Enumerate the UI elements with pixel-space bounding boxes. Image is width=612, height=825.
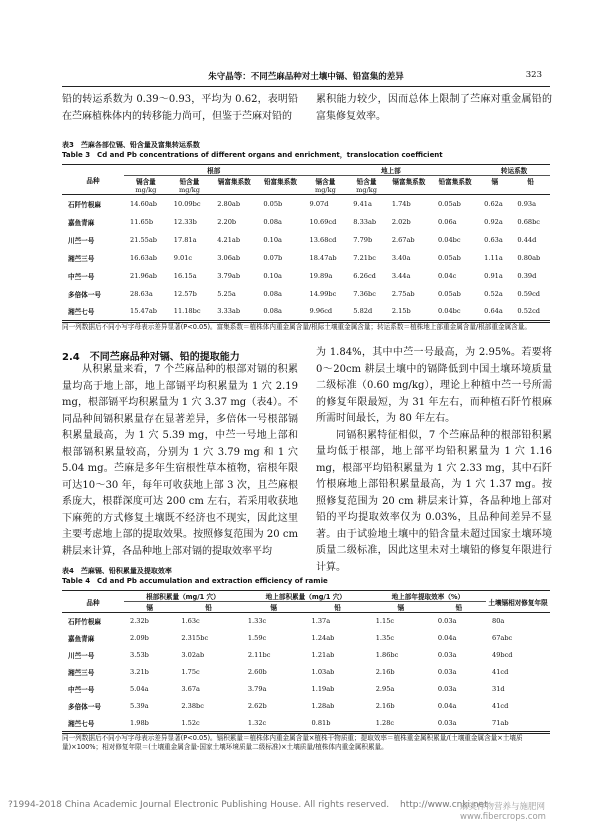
t4-value-cell: 1.52c	[181, 718, 200, 727]
t3-value-cell: 9.07d	[309, 199, 329, 208]
table4-caption-en: Table 4 Cd and Pb accumulation and extraction efficiency of ramie	[62, 577, 328, 585]
t4-variety-cell: 嘉鱼青麻	[68, 635, 95, 643]
table-row	[62, 249, 550, 267]
t3-subheader: 铅含量	[179, 178, 200, 186]
t3-value-cell: 3.79ab	[217, 271, 241, 280]
t3-unit	[478, 186, 511, 195]
t3-value-cell: 3.06ab	[217, 253, 241, 262]
t3-subheader: 铅含量	[356, 178, 377, 186]
t3-value-cell: 0.91a	[484, 271, 503, 280]
t3-variety-cell: 中苎一号	[68, 272, 95, 281]
t4-value-cell: 71ab	[492, 718, 509, 727]
t4-value-cell: 0.04a	[437, 634, 457, 642]
t4-subheader: 镉	[146, 604, 153, 612]
t4-value-cell: 1.98b	[130, 718, 149, 727]
t3-subheader: 镉含量	[135, 178, 156, 186]
t4-value-cell: 1.28c	[375, 718, 395, 727]
t4-group-root: 根部积累量（mg/1 穴）	[124, 591, 242, 602]
t4-value-cell: 2.62b	[247, 702, 267, 710]
t3-value-cell: 6.26cd	[353, 271, 376, 280]
table-row	[62, 613, 550, 630]
t4-value-cell: 41cd	[492, 668, 509, 676]
t3-unit: mg/kg	[356, 186, 378, 194]
footer-copyright: ?1994-2018 China Academic Journal Electronic Publishing House. All rights reserved.	[8, 800, 390, 810]
t3-unit	[432, 186, 478, 195]
t3-value-cell: 1.74b	[391, 199, 411, 208]
section-right-paragraph-2: 同镉积累特征相似，7 个苎麻品种的根部铅积累量均低于根部，地上部平均铅积累量为 1 穴 1.16 mg，根部平均铅积累量为 1 穴 2.33 mg，其中石阡竹根麻地上部铅积累量最高，为 1 穴 1.37 mg。按照修复范围为 20 cm 耕层来计算，各品种地上部对铅的平均提取效率仅为 0.03%，且品种间差异不显著。由于试验地土壤中的铅含量未超过国家土壤环境质量二级标准，因此这里未对土壤铅的修复年限进行计算。	[316, 429, 552, 573]
t3-value-cell: 9.96cd	[309, 307, 333, 316]
t3-value-cell: 7.21bc	[353, 253, 376, 262]
t3-value-cell: 0.08a	[263, 307, 282, 316]
t4-subheader: 镉	[397, 604, 405, 612]
t3-value-cell: 0.52cd	[517, 307, 541, 316]
t3-value-cell: 2.20b	[217, 217, 237, 226]
t3-value-cell: 3.44a	[391, 271, 411, 280]
header-rule	[62, 86, 550, 87]
t4-value-cell: 1.33c	[247, 617, 267, 626]
t4-value-cell: 0.03a	[437, 668, 457, 676]
t4-value-cell: 1.86bc	[375, 651, 399, 659]
t3-unit	[511, 186, 550, 195]
section-heading: 2.4 不同苎麻品种对镉、铅的提取能力	[62, 352, 240, 363]
t3-value-cell: 7.36bc	[353, 289, 376, 298]
table-row	[62, 303, 550, 321]
t4-value-cell: 3.53b	[130, 651, 149, 659]
table3	[62, 164, 550, 332]
table4-caption-cn: 表4 苎麻镉、铅积累量及提取效率	[62, 567, 172, 575]
t3-subheader: 铅富集系数	[263, 178, 297, 186]
t4-value-cell: 3.02ab	[181, 651, 205, 659]
t3-value-cell: 0.10a	[263, 235, 282, 244]
table-row	[62, 195, 550, 213]
t3-value-cell: 0.06a	[437, 217, 457, 226]
t4-value-cell: 1.28ab	[311, 702, 335, 710]
t3-value-cell: 0.10a	[263, 271, 282, 280]
table4	[62, 590, 550, 752]
t4-value-cell: 2.315bc	[181, 634, 209, 642]
t4-value-cell: 1.63c	[181, 617, 200, 626]
section-right-paragraph-1: 为 1.84%，其中中苎一号最高，为 2.95%。若要将 0～20cm 耕层土壤中的镉降低到中国土壤环境质量二级标准（0.60 mg/kg），理论上种植中苎一号所需的修复年限最短，为 31 年左右，而种植石阡竹根麻所需时间最长，为 80 年左右。	[316, 347, 552, 424]
t3-variety-cell: 湘苎三号	[68, 254, 95, 263]
t3-value-cell: 11.18bc	[173, 307, 201, 316]
intro-right-column: 累积能力较少，因而总体上限制了苎麻对重金属铅的富集修复效率。	[316, 94, 552, 122]
t4-value-cell: 1.59c	[247, 634, 267, 642]
t3-value-cell: 0.08a	[263, 289, 282, 298]
t4-subheader: 镉	[270, 604, 277, 612]
footer-watermark: 麻类作物营养与施肥网 www.fibercrops.com	[460, 802, 546, 822]
t3-value-cell: 0.59cd	[517, 289, 541, 298]
t3-value-cell: 2.15b	[391, 307, 411, 316]
table4-caption	[62, 566, 328, 586]
t4-subheader: 铅	[455, 604, 463, 612]
t3-value-cell: 9.41a	[353, 199, 372, 208]
t4-variety-cell: 石阡竹根麻	[68, 618, 101, 627]
t3-subheader: 铅富集系数	[438, 178, 472, 186]
t3-variety-cell: 石阡竹根麻	[68, 200, 101, 209]
t3-value-cell: 2.67ab	[391, 235, 415, 244]
t3-value-cell: 0.93a	[517, 199, 537, 208]
t3-value-cell: 14.60ab	[130, 199, 158, 208]
t3-value-cell: 7.79b	[353, 235, 373, 244]
table3-caption	[62, 140, 443, 160]
t4-value-cell: 3.21b	[130, 668, 149, 676]
t4-variety-cell: 多倍体一号	[68, 703, 101, 711]
t3-value-cell: 1.11a	[484, 253, 503, 262]
t3-group-shoot: 地上部	[304, 165, 479, 176]
t4-value-cell: 2.38bc	[181, 702, 204, 710]
t4-group-eff: 地上部年提取效率（%）	[370, 591, 486, 602]
t3-value-cell: 16.15a	[173, 271, 197, 280]
t3-subheader: 镉富集系数	[392, 178, 426, 186]
t3-group-root: 根部	[124, 165, 304, 176]
t3-value-cell: 18.47ab	[309, 253, 337, 262]
table-row	[62, 715, 550, 732]
t4-value-cell: 2.09b	[130, 634, 149, 642]
t3-variety-cell: 川苎一号	[68, 236, 95, 245]
t3-value-cell: 2.75ab	[391, 289, 415, 298]
t3-unit: mg/kg	[179, 186, 200, 194]
t3-value-cell: 0.05ab	[437, 289, 461, 298]
t3-value-cell: 0.04bc	[437, 307, 461, 316]
t3-value-cell: 21.96ab	[130, 271, 158, 280]
t4-value-cell: 80a	[492, 617, 505, 626]
t3-value-cell: 28.63a	[130, 289, 153, 298]
running-title: 朱守晶等：不同苎麻品种对土壤中镉、铅富集的差异	[208, 72, 404, 82]
table-row	[62, 698, 550, 715]
table-row	[62, 647, 550, 664]
section-left-column	[62, 362, 298, 560]
t3-value-cell: 0.07b	[263, 253, 283, 262]
t4-variety-cell: 中苎一号	[68, 686, 95, 694]
t4-col-years: 土壤镉相对修复年限	[486, 591, 550, 613]
t4-value-cell: 2.16b	[375, 702, 395, 710]
t4-col-variety: 品种	[62, 591, 124, 613]
t3-col-variety: 品种	[62, 165, 124, 195]
table4-note: 同一列数据后不同小写字母表示差异显著(P<0.05)。镉积累量＝植株体内重金属含量×植株干物质重；提取效率＝植株重金属积累量/(土壤重金属含量×土壤质量)×100%；相对修复年限＝(土壤重金属含量-国家土壤环境质量二级标准)×土壤质量/植株体内重金属积累量。	[62, 733, 550, 752]
t3-subheader: 镉富集系数	[217, 178, 251, 186]
t3-value-cell: 0.08a	[263, 217, 282, 226]
t4-value-cell: 41cd	[492, 702, 509, 710]
t3-variety-cell: 嘉鱼青麻	[68, 218, 95, 227]
table3-caption-en: Table 3 Cd and Pb concentrations of different organs and enrichment，translocation coefficient	[62, 151, 443, 159]
t3-unit: mg/kg	[314, 186, 336, 194]
table-row	[62, 231, 550, 249]
t4-value-cell: 1.37a	[311, 617, 331, 626]
table-row	[62, 664, 550, 681]
t3-variety-cell: 湘苎七号	[68, 308, 95, 317]
t3-value-cell: 0.04c	[437, 271, 457, 280]
t3-value-cell: 2.02b	[391, 217, 411, 226]
t4-value-cell: 1.21ab	[311, 651, 335, 659]
t3-group-trans: 转运系数	[478, 165, 550, 176]
t3-value-cell: 15.47ab	[130, 307, 158, 316]
t3-value-cell: 3.33ab	[217, 307, 241, 316]
t3-value-cell: 14.99bc	[309, 289, 337, 298]
section-left-paragraph: 从积累量来看，7 个苎麻品种的根部对镉的积累量均高于地上部，地上部镉平均积累量为 1 穴 2.19 mg，根部镉平均积累量为 1 穴 3.37 mg（表4）。不同品种间镉积累量存在显著差异，多倍体一号根部镉积累量最高，为 1 穴 5.39 mg，中苎一号地上部和根部镉积累量较高，分别为 1 穴 3.79 mg 和 1 穴 5.04 mg。苎麻是多年生宿根性草本植物，宿根年限可达10～30 年，每年可收获地上部 3 次，且苎麻根系庞大，根群深度可达 200 cm 左右，若采用收获地下麻蔸的方式修复土壤既不经济也不现实，因此这里主要考虑地上部的提取效果。按照修复范围为 20 cm 耕层来计算，各品种地上部对镉的提取效率平均	[62, 364, 298, 557]
t4-value-cell: 5.04a	[130, 685, 149, 693]
footer-url[interactable]: http://www.cnki.net	[400, 800, 488, 810]
t4-value-cell: 3.67a	[181, 685, 200, 693]
t3-unit	[386, 186, 432, 195]
t3-value-cell: 8.33ab	[353, 217, 377, 226]
t4-value-cell: 1.19ab	[311, 685, 335, 693]
t3-value-cell: 0.39d	[517, 271, 537, 280]
t4-value-cell: 1.35c	[375, 634, 395, 642]
table-row	[62, 630, 550, 647]
t3-value-cell: 5.82d	[353, 307, 373, 316]
t4-value-cell: 1.03ab	[311, 668, 335, 676]
t3-value-cell: 0.05ab	[437, 199, 461, 208]
t3-value-cell: 0.63a	[484, 235, 503, 244]
t3-value-cell: 0.62a	[484, 199, 503, 208]
t3-value-cell: 12.57b	[173, 289, 197, 298]
t3-value-cell: 0.92a	[484, 217, 503, 226]
t4-value-cell: 0.04a	[437, 702, 457, 710]
t4-variety-cell: 川苎一号	[68, 652, 95, 660]
t3-value-cell: 0.68bc	[517, 217, 541, 226]
t3-value-cell: 3.40a	[391, 253, 411, 262]
t4-value-cell: 2.60b	[247, 668, 267, 676]
intro-left-column: 铅的转运系数为 0.39～0.93，平均为 0.62，表明铅在苎麻植株体内的转移能力尚可，但鉴于苎麻对铅的	[62, 94, 298, 122]
t3-value-cell: 12.33b	[173, 217, 197, 226]
t3-value-cell: 0.05ab	[437, 253, 461, 262]
table-row	[62, 681, 550, 698]
t4-value-cell: 2.32b	[130, 617, 149, 626]
t4-subheader: 铅	[334, 604, 341, 612]
t3-value-cell: 17.81a	[173, 235, 197, 244]
table-row	[62, 267, 550, 285]
t4-value-cell: 0.03a	[437, 718, 457, 727]
t4-value-cell: 0.03a	[437, 617, 457, 626]
t3-variety-cell: 多倍体一号	[68, 290, 101, 299]
t3-value-cell: 16.63ab	[130, 253, 158, 262]
t3-value-cell: 2.80ab	[217, 199, 241, 208]
t4-value-cell: 3.79a	[247, 685, 267, 693]
t3-value-cell: 10.69cd	[309, 217, 337, 226]
t3-value-cell: 11.65b	[130, 217, 154, 226]
t4-value-cell: 2.95a	[375, 685, 395, 693]
t3-unit	[211, 186, 257, 195]
t3-unit: mg/kg	[135, 186, 157, 194]
t3-value-cell: 0.44d	[517, 235, 537, 244]
t3-value-cell: 9.01c	[173, 253, 193, 262]
t3-value-cell: 4.21ab	[217, 235, 241, 244]
t3-subheader: 铅	[527, 178, 534, 186]
t4-value-cell: 0.03a	[437, 651, 457, 659]
t3-value-cell: 0.64a	[484, 307, 503, 316]
t4-value-cell: 2.11bc	[247, 651, 271, 659]
table-row	[62, 285, 550, 303]
page-number: 323	[525, 70, 542, 80]
t4-value-cell: 0.03a	[437, 685, 457, 693]
t3-value-cell: 13.68cd	[309, 235, 337, 244]
table3-caption-cn: 表3 苎麻各部位镉、铅含量及富集转运系数	[62, 141, 200, 149]
t3-subheader: 镉含量	[315, 178, 336, 186]
t4-group-shoot: 地上部积累量（mg/1 穴）	[242, 591, 370, 602]
t3-value-cell: 0.05b	[263, 199, 283, 208]
t3-value-cell: 21.55ab	[130, 235, 158, 244]
table-row	[62, 213, 550, 231]
t4-value-cell: 1.32c	[247, 718, 267, 727]
table3-note: 同一列数据后不同小写字母表示差异显著(P<0.05)。富集系数＝植株体内重金属含量/根际土壤重金属含量；转运系数＝植株地上部重金属含量/根部重金属含量。	[62, 322, 550, 332]
t3-value-cell: 0.80ab	[517, 253, 541, 262]
t3-unit	[257, 186, 303, 195]
t4-variety-cell: 湘苎三号	[68, 669, 95, 677]
t3-value-cell: 19.89a	[309, 271, 333, 280]
t4-value-cell: 1.15c	[375, 617, 395, 626]
t4-variety-cell: 湘苎七号	[68, 719, 95, 728]
t3-value-cell: 0.04bc	[437, 235, 461, 244]
t4-value-cell: 67abc	[492, 634, 513, 642]
t3-subheader: 镉	[491, 178, 499, 186]
t4-value-cell: 31d	[492, 685, 505, 693]
t3-value-cell: 0.52a	[484, 289, 503, 298]
t4-value-cell: 2.16b	[375, 668, 395, 676]
t3-value-cell: 5.25a	[217, 289, 236, 298]
t3-value-cell: 10.09bc	[173, 199, 201, 208]
t4-subheader: 铅	[205, 604, 212, 612]
t4-value-cell: 5.39a	[130, 702, 149, 710]
t4-value-cell: 1.24ab	[311, 634, 335, 642]
section-right-column	[316, 345, 552, 576]
t4-value-cell: 0.81b	[311, 718, 331, 727]
t4-value-cell: 49bcd	[492, 651, 513, 659]
t4-value-cell: 1.75c	[181, 668, 200, 676]
